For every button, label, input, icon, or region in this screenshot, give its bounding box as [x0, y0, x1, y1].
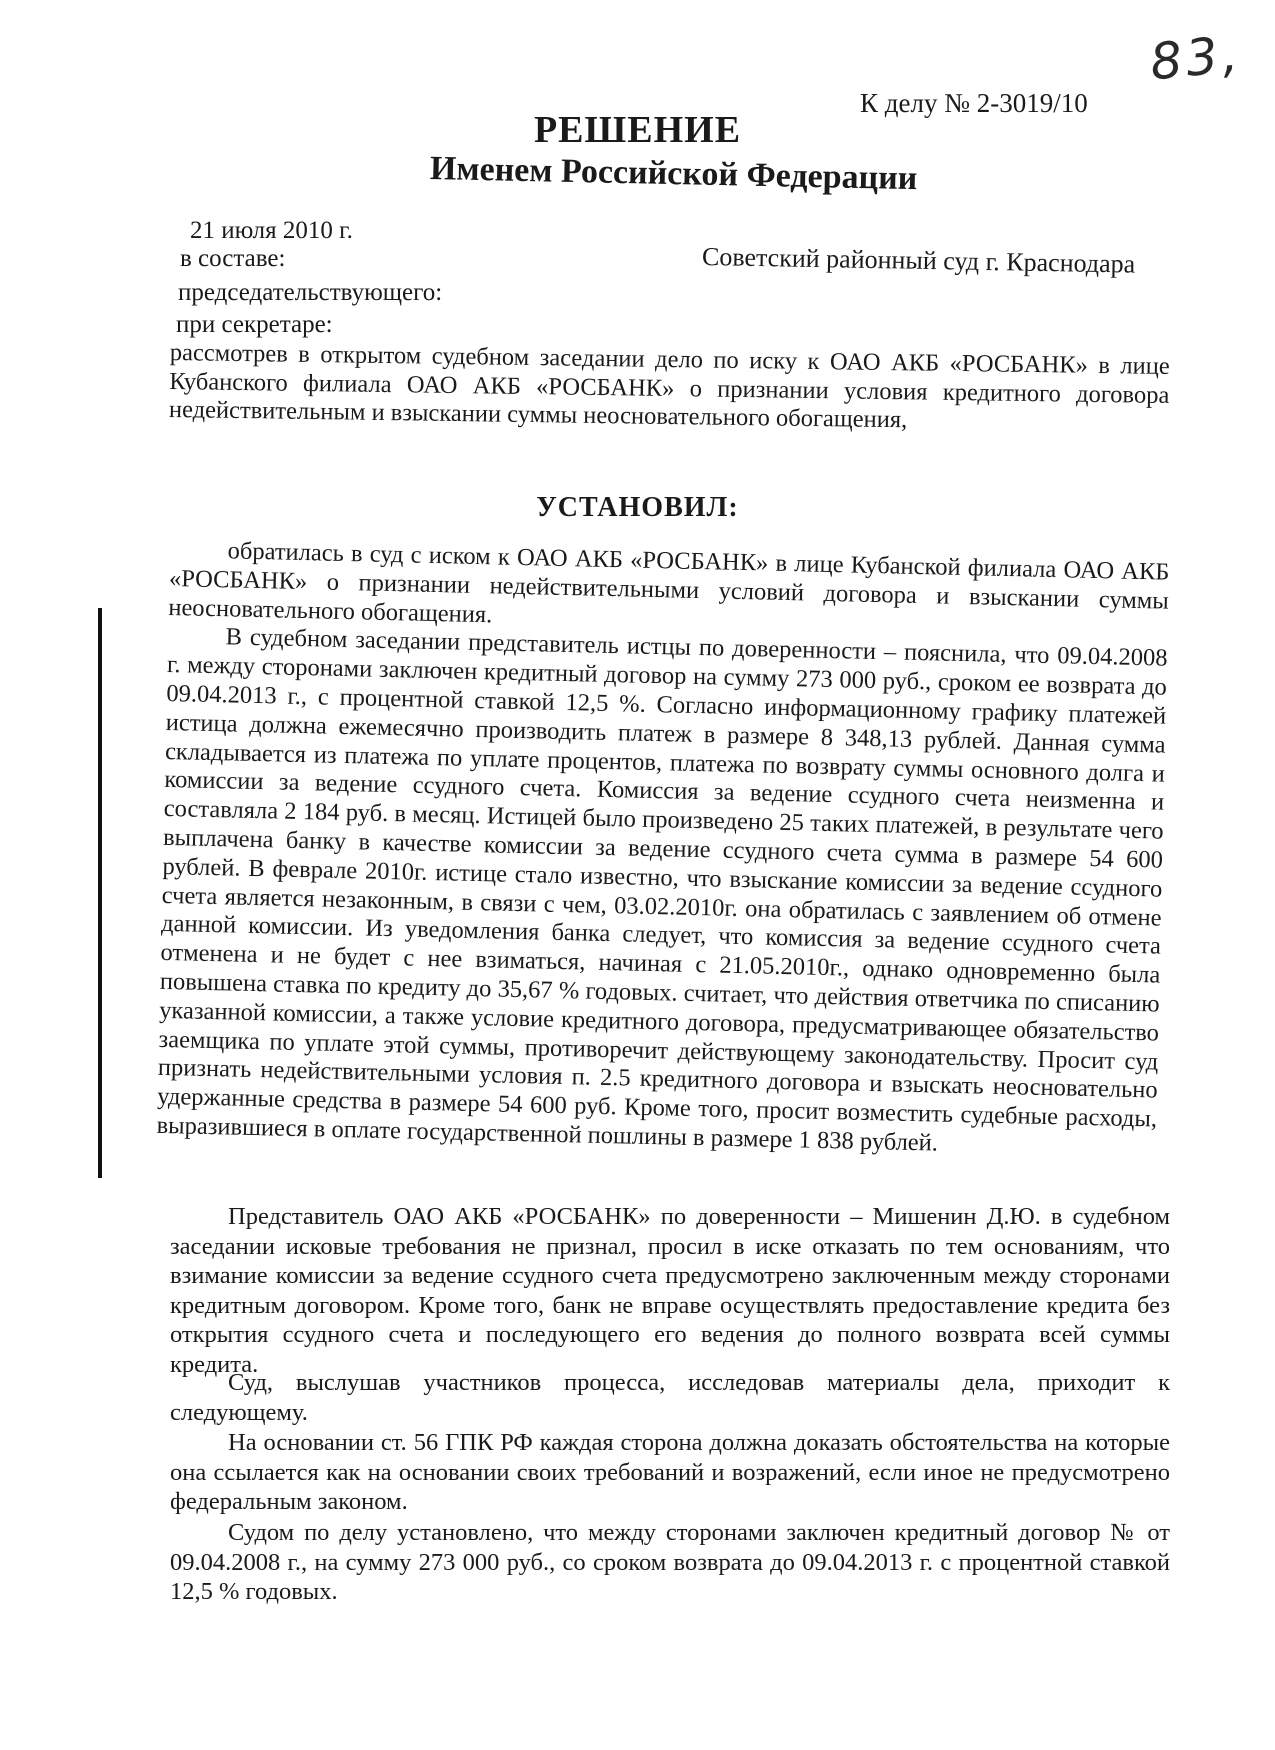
intro-text: рассмотрев в открытом судебном заседании дело по иску к ОАО АКБ «РОСБАНК» в лице Кубанского филиала ОАО АКБ «РОСБАНК» о признании условия кредитного договора недействительным и взыскании суммы неосновательного обогащения,: [168, 339, 1170, 434]
court-name: Советский районный суд г. Краснодара: [701, 242, 1136, 279]
handwritten-page-number: 83,: [1147, 24, 1245, 92]
plaintiff-explanation-paragraph: В судебном заседании представитель истцы по доверенности – пояснила, что 09.04.2008 г. между сторонами заключен кредитный договор на сумму 273 000 руб., сроком ее возврата до 09.04.2013 г., с процентной ставкой 12,5 %. Согласно информационному графику платежей истица должна ежемесячно производить платеж в размере 8 348,13 рублей. Данная сумма складывается из платежа по уплате процентов, платежа по возврату суммы основного долга и комиссии за ведение ссудного счета. Комиссия за ведение ссудного счета неизменна и составляла 2 184 руб. в месяц. Истицей было произведено 25 таких платежей, в результате чего выплачена банку в качестве комиссии за ведение ссудного счета сумма в размере 54 600 рублей. В феврале 2010г. истице стало известно, что взыскание комиссии за ведение ссудного счета является незаконным, в связи с чем, 03.02.2010г. она обратилась с заявлением об отмене данной комиссии. Из уведомления банка следует, что комиссия за ведение ссудного счета отменена и не будет с нее взиматься, начиная с 21.05.2010г., однако одновременно была повышена ставка по кредиту до 35,67 % годовых. считает, что действия ответчика по списанию указанной комиссии, а также условие кредитного договора, предусматривающее обязательство заемщика по уплате этой суммы, противоречит действующему законодательству. Просит суд признать недействительными условия п. 2.5 кредитного договора и взыскать неосновательно удержанные средства в размере 54 600 руб. Кроме того, просит возместить судебные расходы, выразившиеся в оплате государственной пошлины в размере 1 838 рублей.: [156, 623, 1168, 1157]
established-section: [156, 536, 1169, 1163]
court-paragraph-block: [170, 1368, 1170, 1427]
secretary-label: при секретаре:: [176, 311, 333, 338]
document-title: РЕШЕНИЕ: [533, 109, 742, 151]
section-heading: УСТАНОВИЛ:: [536, 492, 739, 523]
case-reference: К делу № 2-3019/10: [860, 88, 1088, 118]
document-subtitle: Именем Российской Федерации: [429, 150, 918, 198]
margin-marker-line: [98, 608, 102, 1178]
intro-paragraph: [169, 339, 1170, 438]
defendant-paragraph: Представитель ОАО АКБ «РОСБАНК» по доверенности – Мишенин Д.Ю. в судебном заседании исковые требования не признал, просил в иске отказать по тем основаниям, что взимание комиссии за ведение ссудного счета предусмотрено заключенным между сторонами кредитным договором. Кроме того, банк не вправе осуществлять предоставление кредита без открытия ссудного счета и последующего его ведения до полного возврата всей суммы кредита.: [170, 1203, 1170, 1378]
finding-paragraph: Судом по делу установлено, что между сторонами заключен кредитный договор № от 09.04.2008 г., на сумму 273 000 руб., со сроком возврата до 09.04.2013 г. с процентной ставкой 12,5 % годовых.: [170, 1519, 1170, 1605]
composition-label: в составе:: [180, 245, 286, 272]
defendant-paragraph-block: [170, 1202, 1170, 1379]
chair-label: председательствующего:: [178, 279, 443, 306]
decision-date: 21 июля 2010 г.: [190, 217, 353, 244]
law-reference-paragraph: На основании ст. 56 ГПК РФ каждая сторона должна доказать обстоятельства на которые она ссылается как на основании своих требований и возражений, если иное не предусмотрено федеральным законом.: [170, 1429, 1170, 1515]
claim-paragraph: обратилась в суд с иском к ОАО АКБ «РОСБАНК» в лице Кубанской филиала ОАО АКБ «РОСБАНК» о признании недействительными условий договора и взыскании суммы неосновательного обогащения.: [168, 537, 1170, 628]
finding-paragraph-block: [170, 1518, 1170, 1607]
law-paragraph-block: [170, 1428, 1170, 1517]
court-conclusion-paragraph: Суд, выслушав участников процесса, исследовав материалы дела, приходит к следующему.: [170, 1369, 1170, 1426]
